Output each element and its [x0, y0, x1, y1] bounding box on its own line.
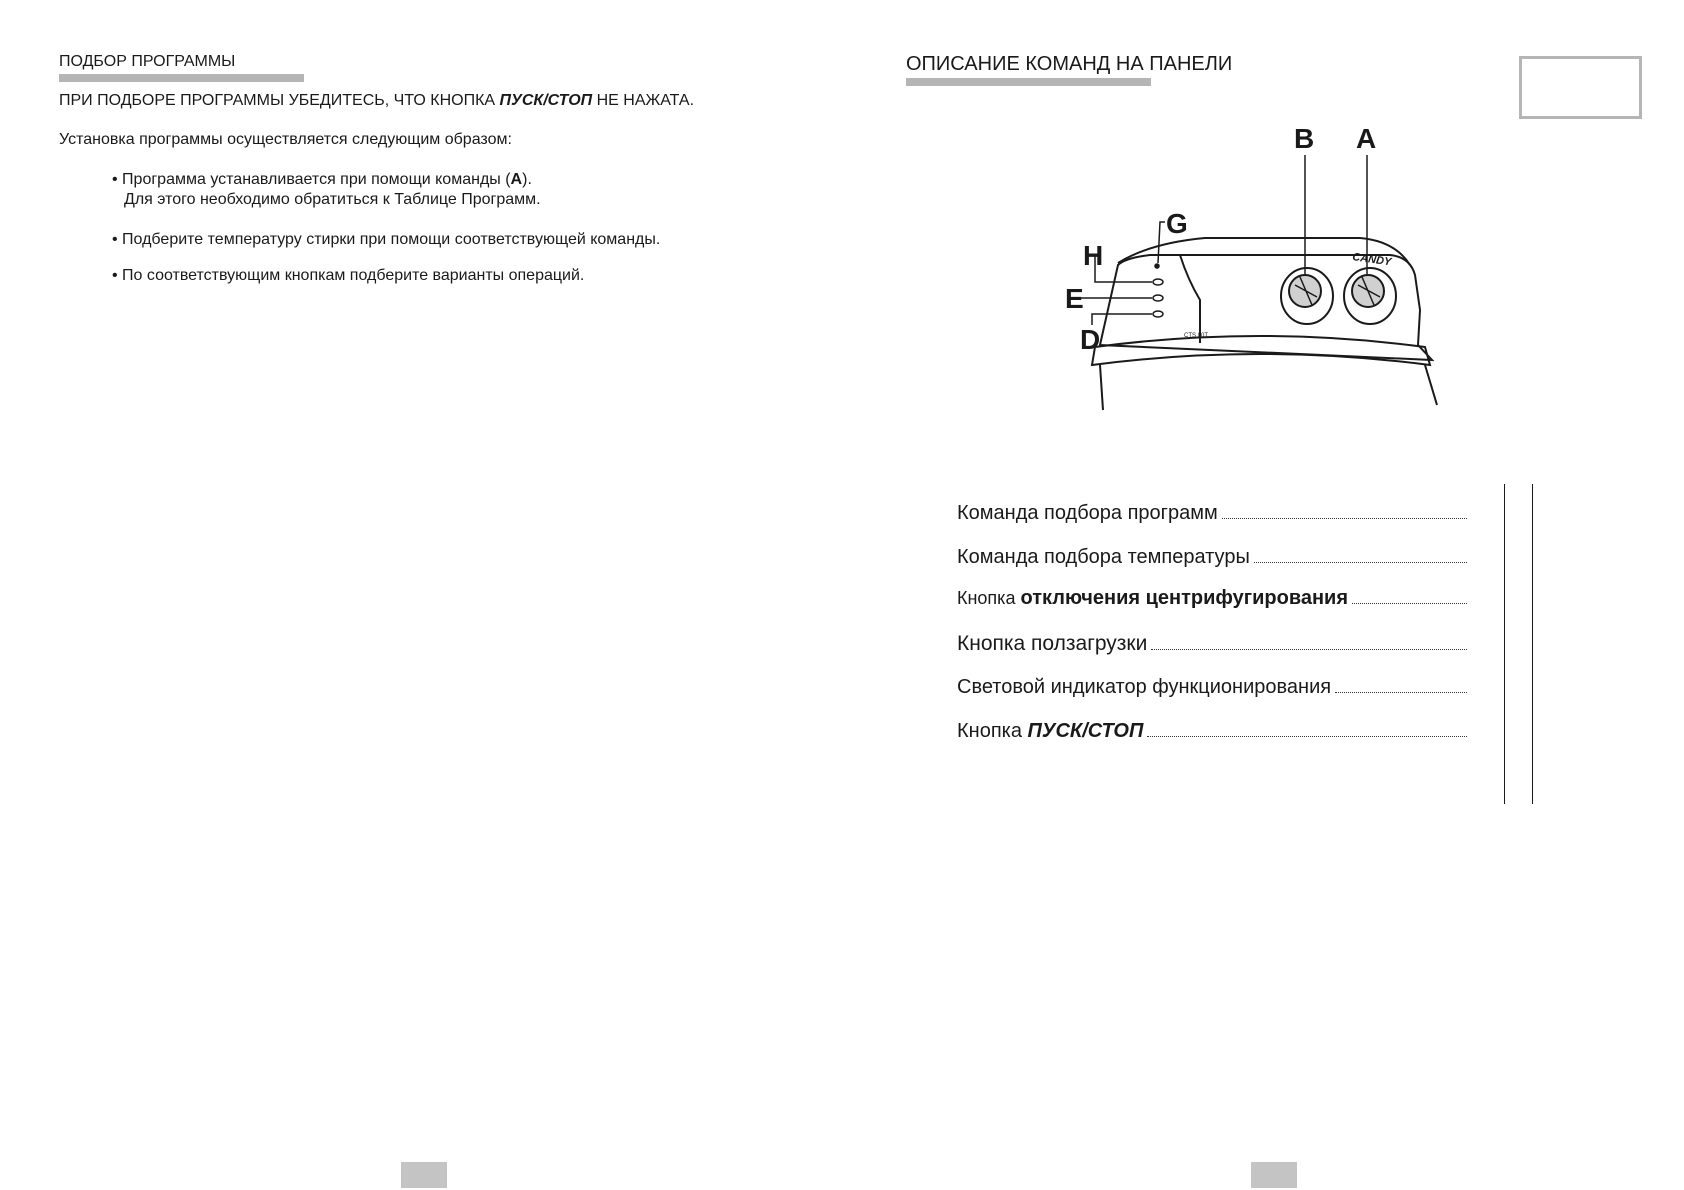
legend-leader-dots [1151, 648, 1467, 650]
bullet-1-line-2: Для этого необходимо обратиться к Таблице Программ. [124, 191, 541, 208]
language-tab-box [1519, 56, 1642, 119]
left-page-heading: ПОДБОР ПРОГРАММЫ [59, 53, 236, 70]
bullet-1-prefix: • Программа устанавливается при помощи команды ( [112, 171, 511, 188]
bullet-2: • Подберите температуру стирки при помощи соответствующей команды. [112, 231, 661, 248]
right-page-heading: ОПИСАНИЕ КОМАНД НА ПАНЕЛИ [906, 53, 1233, 75]
bullet-3: • По соответствующим кнопкам подберите варианты операций. [112, 267, 585, 284]
button-h [1153, 279, 1163, 285]
legend-label-e: Кнопка ползагрузки [957, 632, 1148, 655]
body-right-edge [1425, 365, 1437, 405]
diagram-label-h: H [1083, 240, 1104, 271]
warning-suffix: НЕ НАЖАТА. [592, 92, 695, 109]
diagram-label-d: D [1080, 324, 1101, 355]
legend-leader-dots [1335, 691, 1467, 693]
legend-label-d-emphasis: отключения центрифугирования [1020, 587, 1349, 609]
legend-leader-dots [1147, 735, 1467, 737]
legend-row-h [957, 713, 1467, 743]
diagram-label-a: A [1356, 123, 1377, 154]
panel-divider [1180, 255, 1200, 343]
panel-bottom-lip [1092, 336, 1430, 365]
legend-label-g: Световой индикатор функционирования [957, 676, 1332, 698]
legend-leader-dots [1254, 561, 1467, 563]
legend-row-d [957, 580, 1467, 610]
leader-g [1158, 222, 1165, 263]
vertical-rule-2 [1532, 484, 1533, 804]
body-left-edge [1100, 365, 1103, 410]
page-number-tab-left [401, 1162, 447, 1188]
legend-row-g [957, 669, 1467, 699]
legend-label-h-emphasis: ПУСК/СТОП [1027, 720, 1144, 742]
warning-prefix: ПРИ ПОДБОРЕ ПРОГРАММЫ УБЕДИТЕСЬ, ЧТО КНОПКА [59, 92, 500, 109]
bullet-1-suffix: ). [522, 171, 532, 188]
diagram-label-b: B [1294, 123, 1315, 154]
warning-line [59, 92, 694, 110]
legend-leader-dots [1352, 602, 1467, 604]
legend-row-b [957, 539, 1467, 569]
diagram-label-g: G [1166, 208, 1188, 239]
vertical-rule-1 [1504, 484, 1505, 804]
diagram-label-e: E [1065, 283, 1084, 314]
warning-emphasis: ПУСК/СТОП [499, 92, 593, 109]
legend-label-d-prefix: Кнопка [957, 588, 1021, 608]
model-label: CTS 80T [1184, 333, 1209, 339]
legend-leader-dots [1222, 517, 1467, 519]
page-number-tab-right [1251, 1162, 1297, 1188]
button-d [1153, 311, 1163, 317]
bullet-1-line-1 [112, 171, 532, 189]
knob-b [1281, 268, 1333, 324]
brand-label: CANDY [1351, 251, 1392, 269]
bullet-1-key: A [510, 171, 523, 188]
button-e [1153, 295, 1163, 301]
heading-underline-left [59, 74, 304, 82]
legend-label-h-prefix: Кнопка [957, 720, 1028, 742]
legend-label-a: Команда подбора программ [957, 502, 1218, 524]
legend-row-e [957, 626, 1467, 656]
leader-d [1092, 314, 1152, 325]
legend-row-a [957, 495, 1467, 525]
indicator-g [1155, 264, 1159, 268]
intro-text: Установка программы осуществляется следующим образом: [59, 131, 512, 148]
control-panel-diagram [1000, 115, 1460, 415]
heading-underline-right [906, 78, 1151, 86]
legend-label-b: Команда подбора температуры [957, 546, 1250, 568]
knob-a [1344, 268, 1396, 324]
